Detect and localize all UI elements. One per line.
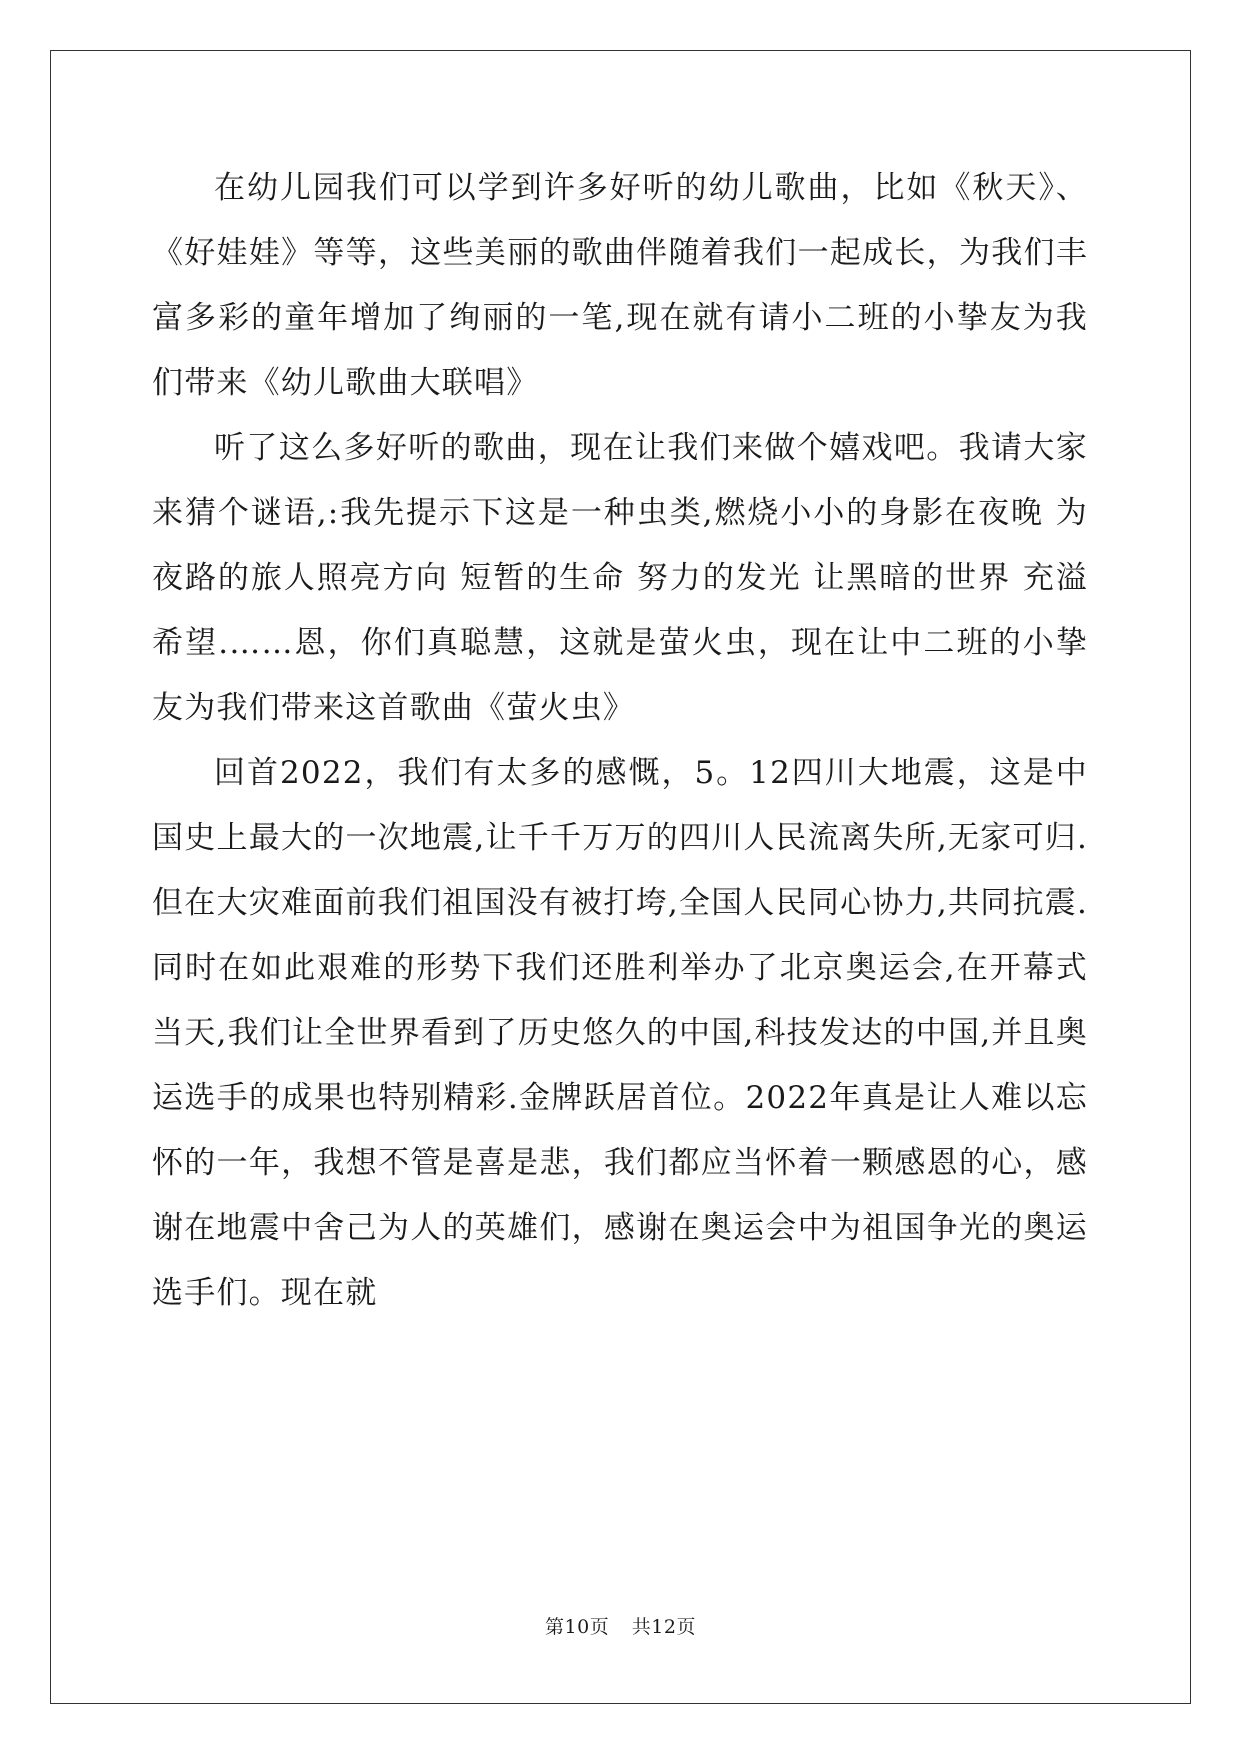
- document-body: [152, 156, 1088, 1326]
- paragraph: 在幼儿园我们可以学到许多好听的幼儿歌曲，比如《秋天》、《好娃娃》等等，这些美丽的歌曲伴随着我们一起成长，为我们丰富多彩的童年增加了绚丽的一笔,现在就有请小二班的小挚友为我们带来《幼儿歌曲大联唱》: [152, 170, 1088, 401]
- page-number: 第10页: [545, 1616, 610, 1638]
- paragraph: 回首2022，我们有太多的感慨，5。12四川大地震，这是中国史上最大的一次地震,让千千万万的四川人民流离失所,无家可归.但在大灾难面前我们祖国没有被打垮,全国人民同心协力,共同抗震.同时在如此艰难的形势下我们还胜利举办了北京奥运会,在开幕式当天,我们让全世界看到了历史悠久的中国,科技发达的中国,并且奥运选手的成果也特别精彩.金牌跃居首位。2022年真是让人难以忘怀的一年，我想不管是喜是悲，我们都应当怀着一颗感恩的心，感谢在地震中舍己为人的英雄们，感谢在奥运会中为祖国争光的奥运选手们。现在就: [152, 755, 1088, 1311]
- page-total: 共12页: [631, 1616, 696, 1638]
- page-footer: [0, 1612, 1241, 1639]
- paragraph: 听了这么多好听的歌曲，现在让我们来做个嬉戏吧。我请大家来猜个谜语,:我先提示下这是一种虫类,燃烧小小的身影在夜晚 为夜路的旅人照亮方向 短暂的生命 努力的发光 让黑暗的世界 充溢希望.……恩，你们真聪慧，这就是萤火虫，现在让中二班的小挚友为我们带来这首歌曲《萤火虫》: [152, 430, 1088, 726]
